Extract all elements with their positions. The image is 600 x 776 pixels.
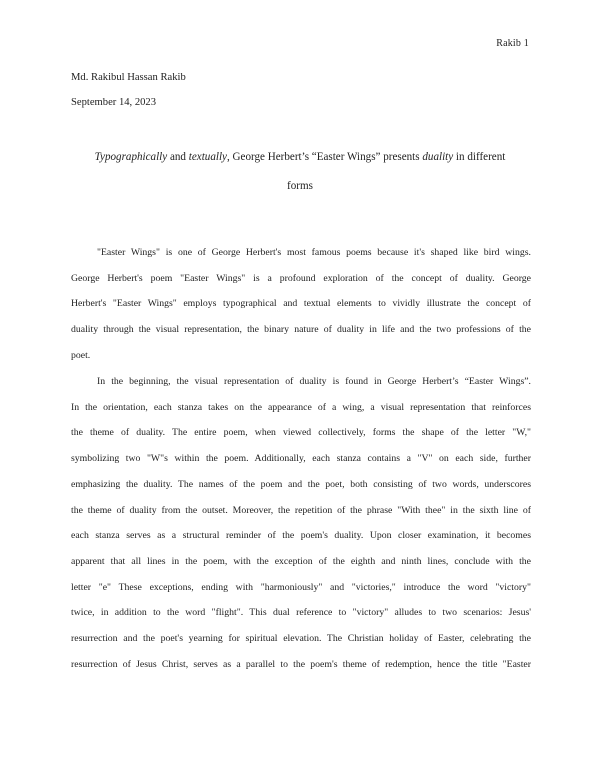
title-text: , George Herbert’s “Easter Wings” presents xyxy=(226,151,423,163)
running-head: Rakib 1 xyxy=(496,38,529,49)
date: September 14, 2023 xyxy=(71,97,157,108)
paragraph-line: apparent that all lines in the poem, with the exception of the eighth and ninth lines, conclude with the xyxy=(71,555,531,567)
paragraph-line: letter "e" These exceptions, ending with "harmoniously" and "victories," introduce the word "victory" xyxy=(71,581,531,593)
paragraph-line: George Herbert's poem "Easter Wings" is a profound exploration of the concept of duality. George xyxy=(71,272,531,284)
title-word-duality: duality xyxy=(422,151,454,163)
paragraph-line: poet. xyxy=(71,349,91,361)
paragraph-line: In the beginning, the visual representation of duality is found in George Herbert’s “Easter Wings”. xyxy=(97,376,531,387)
paragraph-line: resurrection and the poet's yearning for spiritual elevation. The Christian holiday of Easter, celebrating the xyxy=(71,633,531,645)
paragraph-line: the theme of duality. The entire poem, when viewed collectively, forms the shape of the letter "W," xyxy=(71,427,531,439)
title-word-typographically: Typographically xyxy=(94,151,168,163)
paragraph-line: Herbert's "Easter Wings" employs typographical and textual elements to vividly illustrate the concept of xyxy=(71,298,531,310)
title-line-1 xyxy=(71,143,529,172)
paragraph-line: duality through the visual representation, the binary nature of duality in life and the two professions of the xyxy=(71,324,531,336)
paragraph-line: emphasizing the duality. The names of the poem and the poet, both consisting of two words, underscores xyxy=(71,478,531,490)
author-name: Md. Rakibul Hassan Rakib xyxy=(71,72,186,83)
paragraph-line: each stanza serves as a structural reminder of the poem's duality. Upon closer examination, it becomes xyxy=(71,530,531,542)
paragraph-line: symbolizing two "W"s within the poem. Additionally, each stanza contains a "V" on each side, further xyxy=(71,453,531,465)
essay-title xyxy=(71,143,529,201)
paragraph-1 xyxy=(71,240,531,369)
paragraph-line: the theme of duality from the outset. Moreover, the repetition of the phrase "With thee" in the sixth line of xyxy=(71,504,531,516)
title-line-2: forms xyxy=(287,180,313,192)
title-word-textually: textually xyxy=(188,151,227,163)
paragraph-line: resurrection of Jesus Christ, serves as a parallel to the poem's theme of redemption, hence the title "Easter xyxy=(71,658,531,670)
paragraph-2 xyxy=(71,369,531,677)
paragraph-line: In the orientation, each stanza takes on the appearance of a wing, a visual representation that reinforces xyxy=(71,401,531,413)
paragraph-line: twice, in addition to the word "flight". This dual reference to "victory" alludes to two scenarios: Jesus' xyxy=(71,607,531,619)
paragraph-line: "Easter Wings" is one of George Herbert's most famous poems because it's shaped like bird wings. xyxy=(97,247,531,258)
title-text: in different xyxy=(453,151,506,163)
title-text: and xyxy=(167,151,189,163)
